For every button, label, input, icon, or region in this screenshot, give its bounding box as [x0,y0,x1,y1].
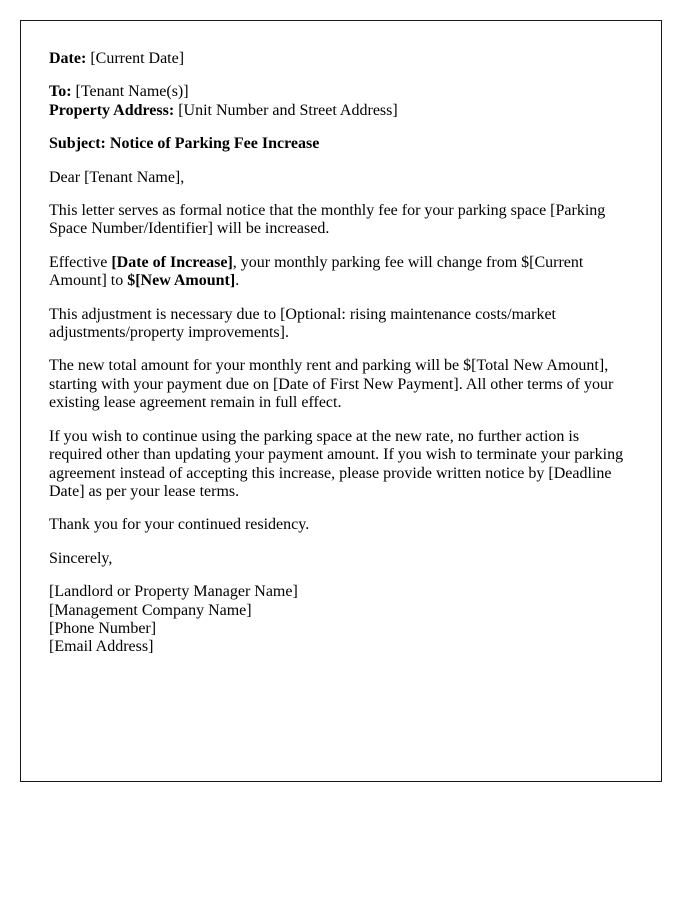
date-line [49,50,633,68]
text-run: $[New Amount] [127,272,236,290]
property-address-label: Property Address: [49,101,175,119]
text-run: Effective [49,253,112,271]
signature-line-company: [Management Company Name] [49,601,252,619]
text-run: [Date of Increase] [111,253,233,271]
to-value: [Tenant Name(s)] [75,83,189,101]
signature-line-phone: [Phone Number] [49,619,157,637]
signature-line-email: [Email Address] [49,638,154,656]
text-run: . [235,272,240,290]
paragraph-thanks: Thank you for your continued residency. [49,516,310,534]
paragraph-options: If you wish to continue using the parking space at the new rate, no further action is required other than updating your payment amount. If you wish to terminate your parking agreement instead of accepting this increase, please provide written notice by [Deadline Date] as per your lease terms. [49,427,624,500]
paragraph-reason: This adjustment is necessary due to [Optional: rising maintenance costs/market adjustments/property improvements]. [49,305,556,342]
date-label: Date: [49,50,87,67]
salutation: Dear [Tenant Name], [49,168,185,186]
to-label: To: [49,83,72,101]
letter-document [20,20,662,782]
paragraph-effective-date [49,254,633,291]
signature-block [49,583,633,657]
paragraph-notice: This letter serves as formal notice that the monthly fee for your parking space [Parking Space Number/Identifier] will be increased. [49,202,606,238]
paragraph-new-total: The new total amount for your monthly rent and parking will be $[Total New Amount], starting with your payment due on [Date of First New Payment]. All other terms of your existing lease agreement remain in full effect. [49,357,614,412]
text-run: , your monthly parking fee will change from $[Current Amount] to [49,253,584,290]
recipient-block [49,83,633,120]
signature-line-name: [Landlord or Property Manager Name] [49,583,298,601]
closing: Sincerely, [49,549,113,567]
subject-line: Subject: Notice of Parking Fee Increase [49,135,320,153]
property-address-value: [Unit Number and Street Address] [178,101,398,119]
date-value: [Current Date] [90,50,185,67]
